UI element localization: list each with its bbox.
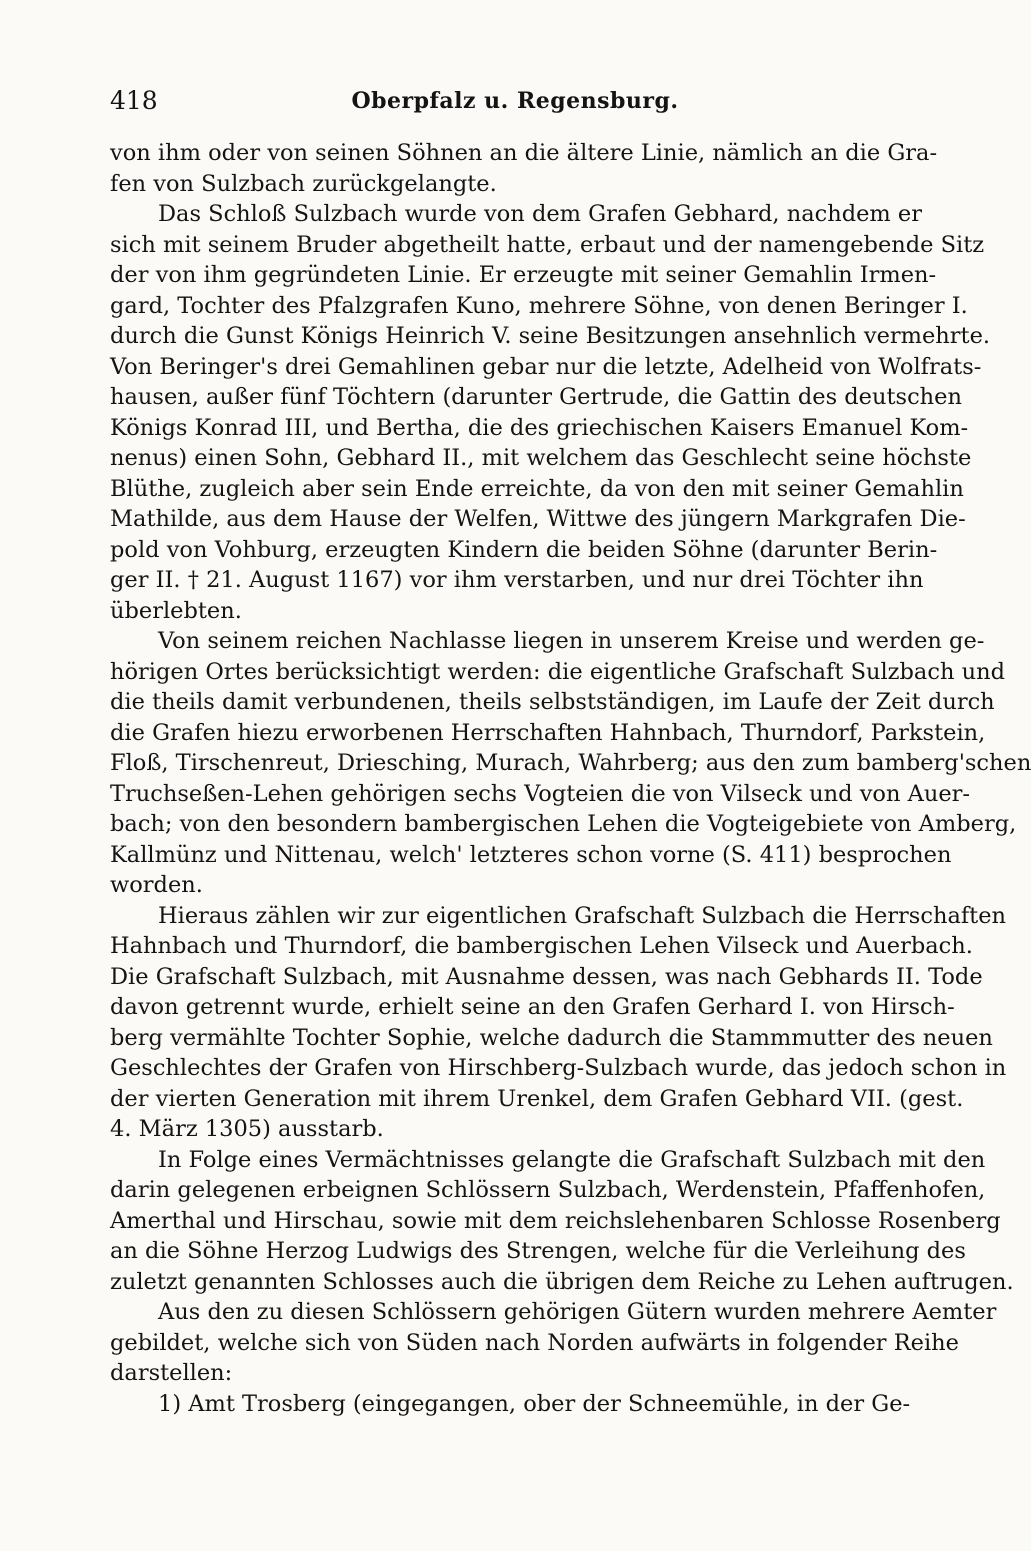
text-line: von ihm oder von seinen Söhnen an die ältere Linie, nämlich an die Gra- <box>110 140 938 166</box>
paragraph <box>110 1297 997 1389</box>
text-line: Truchseßen-Lehen gehörigen sechs Vogteien die von Vilseck und von Auer- <box>110 780 971 807</box>
text-line: gebildet, welche sich von Süden nach Norden aufwärts in folgender Reihe <box>110 1329 959 1356</box>
page-header <box>110 84 920 128</box>
text-line: die theils damit verbundenen, theils selbstständigen, im Laufe der Zeit durch <box>110 689 995 715</box>
text-line: Von Beringer's drei Gemahlinen gebar nur die letzte, Adelheid von Wolfrats- <box>110 353 982 380</box>
text-line: darin gelegenen erbeignen Schlössern Sulzbach, Werdenstein, Pfaffenhofen, <box>110 1177 986 1203</box>
text-line: Mathilde, aus dem Hause der Welfen, Wittwe des jüngern Markgrafen Die- <box>110 506 966 532</box>
text-line: Hieraus zählen wir zur eigentlichen Grafschaft Sulzbach die Herrschaften <box>158 902 1007 929</box>
text-line: bach; von den besondern bambergischen Lehen die Vogteigebiete von Amberg, <box>110 811 1017 837</box>
text-line: Amerthal und Hirschau, sowie mit dem reichslehenbaren Schlosse Rosenberg <box>110 1207 1001 1234</box>
paragraph <box>110 1389 922 1420</box>
text-line: In Folge eines Vermächtnisses gelangte die Grafschaft Sulzbach mit den <box>158 1146 986 1173</box>
text-line: Blüthe, zugleich aber sein Ende erreichte, da von den mit seiner Gemahlin <box>110 475 964 502</box>
text-line: der von ihm gegründeten Linie. Er erzeugte mit seiner Gemahlin Irmen- <box>110 262 937 288</box>
text-line: die Grafen hiezu erworbenen Herrschaften Hahnbach, Thurndorf, Parkstein, <box>110 719 986 746</box>
text-line: berg vermählte Tochter Sophie, welche dadurch die Stammmutter des neuen <box>110 1024 993 1051</box>
paragraph <box>110 1145 1014 1298</box>
text-line: Hahnbach und Thurndorf, die bambergischen Lehen Vilseck und Auerbach. <box>110 933 973 959</box>
text-line: Königs Konrad III, und Bertha, die des griechischen Kaisers Emanuel Kom- <box>110 414 969 441</box>
text-line: 1) Amt Trosberg (eingegangen, ober der Schneemühle, in der Ge- <box>158 1390 911 1417</box>
text-line: nenus) einen Sohn, Gebhard II., mit welchem das Geschlecht seine höchste <box>110 445 972 471</box>
paragraph <box>110 901 1007 1145</box>
text-line: überlebten. <box>110 597 242 624</box>
text-line: hörigen Ortes berücksichtigt werden: die eigentliche Grafschaft Sulzbach und <box>110 658 1005 685</box>
paragraph <box>110 138 938 199</box>
text-line: fen von Sulzbach zurückgelangte. <box>110 170 497 197</box>
text-line: Das Schloß Sulzbach wurde von dem Grafen Gebhard, nachdem er <box>158 201 922 227</box>
text-line: Die Grafschaft Sulzbach, mit Ausnahme dessen, was nach Gebhards II. Tode <box>110 963 983 990</box>
text-line: worden. <box>110 872 203 898</box>
text-line: davon getrennt wurde, erhielt seine an den Grafen Gerhard I. von Hirsch- <box>110 994 955 1020</box>
text-line: gard, Tochter des Pfalzgrafen Kuno, mehrere Söhne, von denen Beringer I. <box>110 292 968 319</box>
page-number: 418 <box>110 86 158 115</box>
text-line: durch die Gunst Königs Heinrich V. seine Besitzungen ansehnlich vermehrte. <box>110 323 991 349</box>
paragraph <box>110 626 1031 901</box>
text-line: Kallmünz und Nittenau, welch' letzteres schon vorne (S. 411) besprochen <box>110 841 952 868</box>
text-line: Floß, Tirschenreut, Driesching, Murach, Wahrberg; aus den zum bamberg'schen <box>110 750 1031 776</box>
text-line: Aus den zu diesen Schlössern gehörigen Gütern wurden mehrere Aemter <box>158 1299 997 1325</box>
text-line: zuletzt genannten Schlosses auch die übrigen dem Reiche zu Lehen auftrugen. <box>110 1268 1014 1295</box>
text-line: sich mit seinem Bruder abgetheilt hatte, erbaut und der namengebende Sitz <box>110 231 985 258</box>
text-line: hausen, außer fünf Töchtern (darunter Gertrude, die Gattin des deutschen <box>110 384 962 410</box>
text-line: 4. März 1305) ausstarb. <box>110 1116 384 1142</box>
running-head: Oberpfalz u. Regensburg. <box>351 88 679 114</box>
text-line: Von seinem reichen Nachlasse liegen in unserem Kreise und werden ge- <box>158 628 985 654</box>
text-line: darstellen: <box>110 1360 233 1386</box>
text-line: pold von Vohburg, erzeugten Kindern die beiden Söhne (darunter Berin- <box>110 536 938 563</box>
text-line: ger II. † 21. August 1167) vor ihm verstarben, und nur drei Töchter ihn <box>110 567 924 593</box>
page-body <box>110 138 1031 1419</box>
text-line: an die Söhne Herzog Ludwigs des Strengen, welche für die Verleihung des <box>110 1238 966 1264</box>
paragraph <box>110 199 991 626</box>
text-line: der vierten Generation mit ihrem Urenkel, dem Grafen Gebhard VII. (gest. <box>110 1085 964 1112</box>
text-line: Geschlechtes der Grafen von Hirschberg-Sulzbach wurde, das jedoch schon in <box>110 1055 1007 1081</box>
